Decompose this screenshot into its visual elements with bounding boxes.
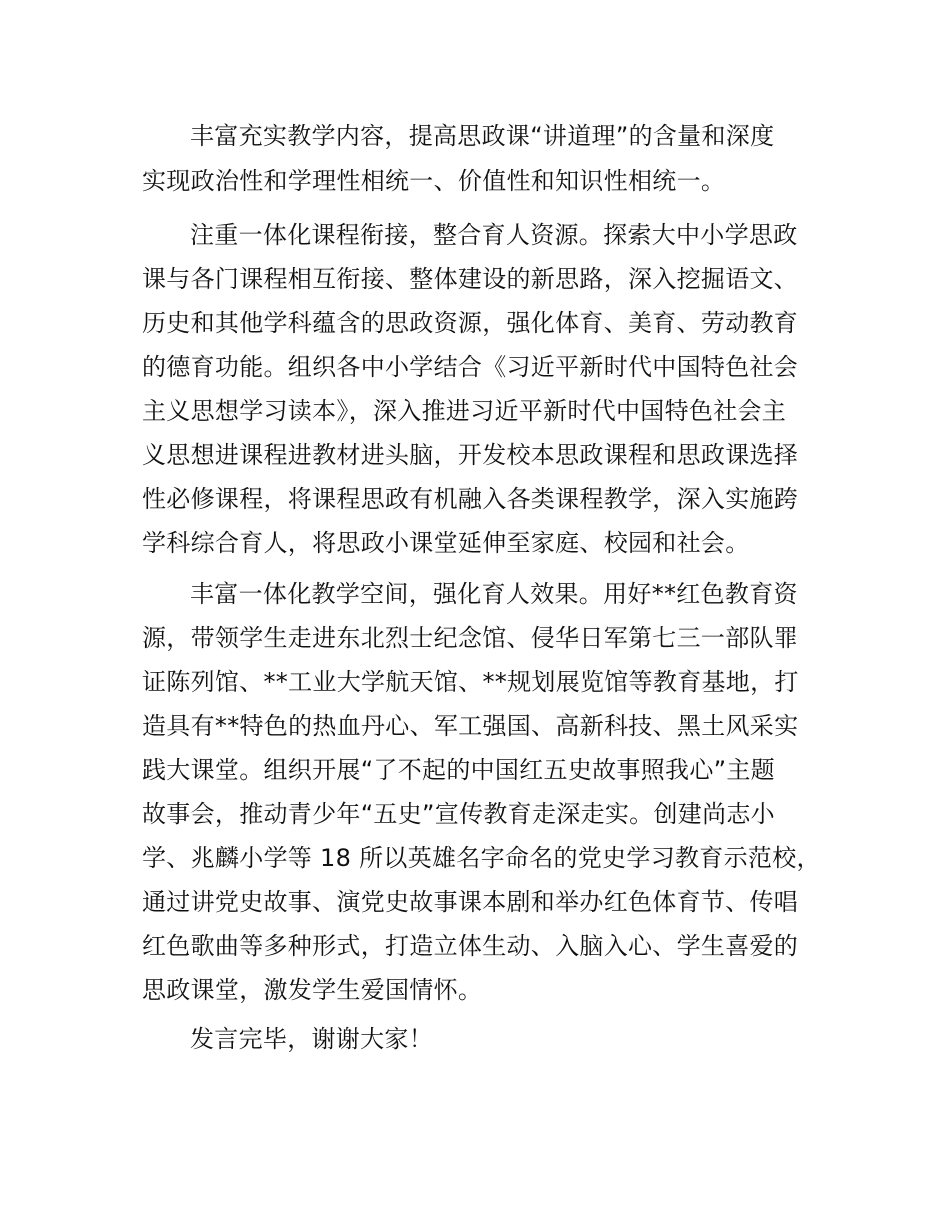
paragraph-2-line-8: 学科综合育人，将思政小课堂延伸至家庭、校园和社会。 — [142, 529, 750, 557]
paragraph-3-line-2: 源，带领学生走进东北烈士纪念馆、侵华日军第七三一部队罪 — [142, 624, 799, 652]
paragraph-2-line-1: 注重一体化课程衔接，整合育人资源。探索大中小学思政 — [190, 221, 798, 249]
paragraph-1-line-2: 实现政治性和学理性相统一、价值性和知识性相统一。 — [142, 167, 726, 195]
paragraph-2-line-7: 性必修课程，将课程思政有机融入各类课程教学，深入实施跨 — [142, 485, 799, 513]
paragraph-2-line-3: 历史和其他学科蕴含的思政资源，强化体育、美育、劳动教育 — [142, 309, 799, 337]
paragraph-3-line-3: 证陈列馆、**工业大学航天馆、**规划展览馆等教育基地，打 — [142, 668, 799, 696]
paragraph-2-line-5: 主义思想学习读本》，深入推进习近平新时代中国特色社会主 — [142, 397, 787, 425]
paragraph-3-line-1: 丰富一体化教学空间，强化育人效果。用好**红色教育资 — [190, 580, 798, 608]
paragraph-3-line-4: 造具有**特色的热血丹心、军工强国、高新科技、黑土风采实 — [142, 712, 799, 740]
paragraph-3-line-8: 通过讲党史故事、演党史故事课本剧和举办红色体育节、传唱 — [142, 888, 799, 916]
paragraph-2-line-4: 的德育功能。组织各中小学结合《习近平新时代中国特色社会 — [142, 353, 799, 381]
closing-line: 发言完毕，谢谢大家！ — [190, 1025, 433, 1053]
paragraph-3-line-7: 学、兆麟小学等 18 所以英雄名字命名的党史学习教育示范校， — [142, 844, 821, 872]
paragraph-3-line-9: 红色歌曲等多种形式，打造立体生动、入脑入心、学生喜爱的 — [142, 932, 799, 960]
paragraph-2-line-6: 义思想进课程进教材进头脑，开发校本思政课程和思政课选择 — [142, 441, 799, 469]
paragraph-3-line-10: 思政课堂，激发学生爱国情怀。 — [142, 976, 483, 1004]
paragraph-2-line-2: 课与各门课程相互衔接、整体建设的新思路，深入挖掘语文、 — [142, 265, 799, 293]
paragraph-1-line-1: 丰富充实教学内容，提高思政课“讲道理”的含量和深度 — [190, 122, 775, 150]
paragraph-3-line-6: 故事会，推动青少年“五史”宣传教育走深走实。创建尚志小 — [142, 800, 775, 828]
paragraph-3-line-5: 践大课堂。组织开展“了不起的中国红五史故事照我心”主题 — [142, 756, 775, 784]
